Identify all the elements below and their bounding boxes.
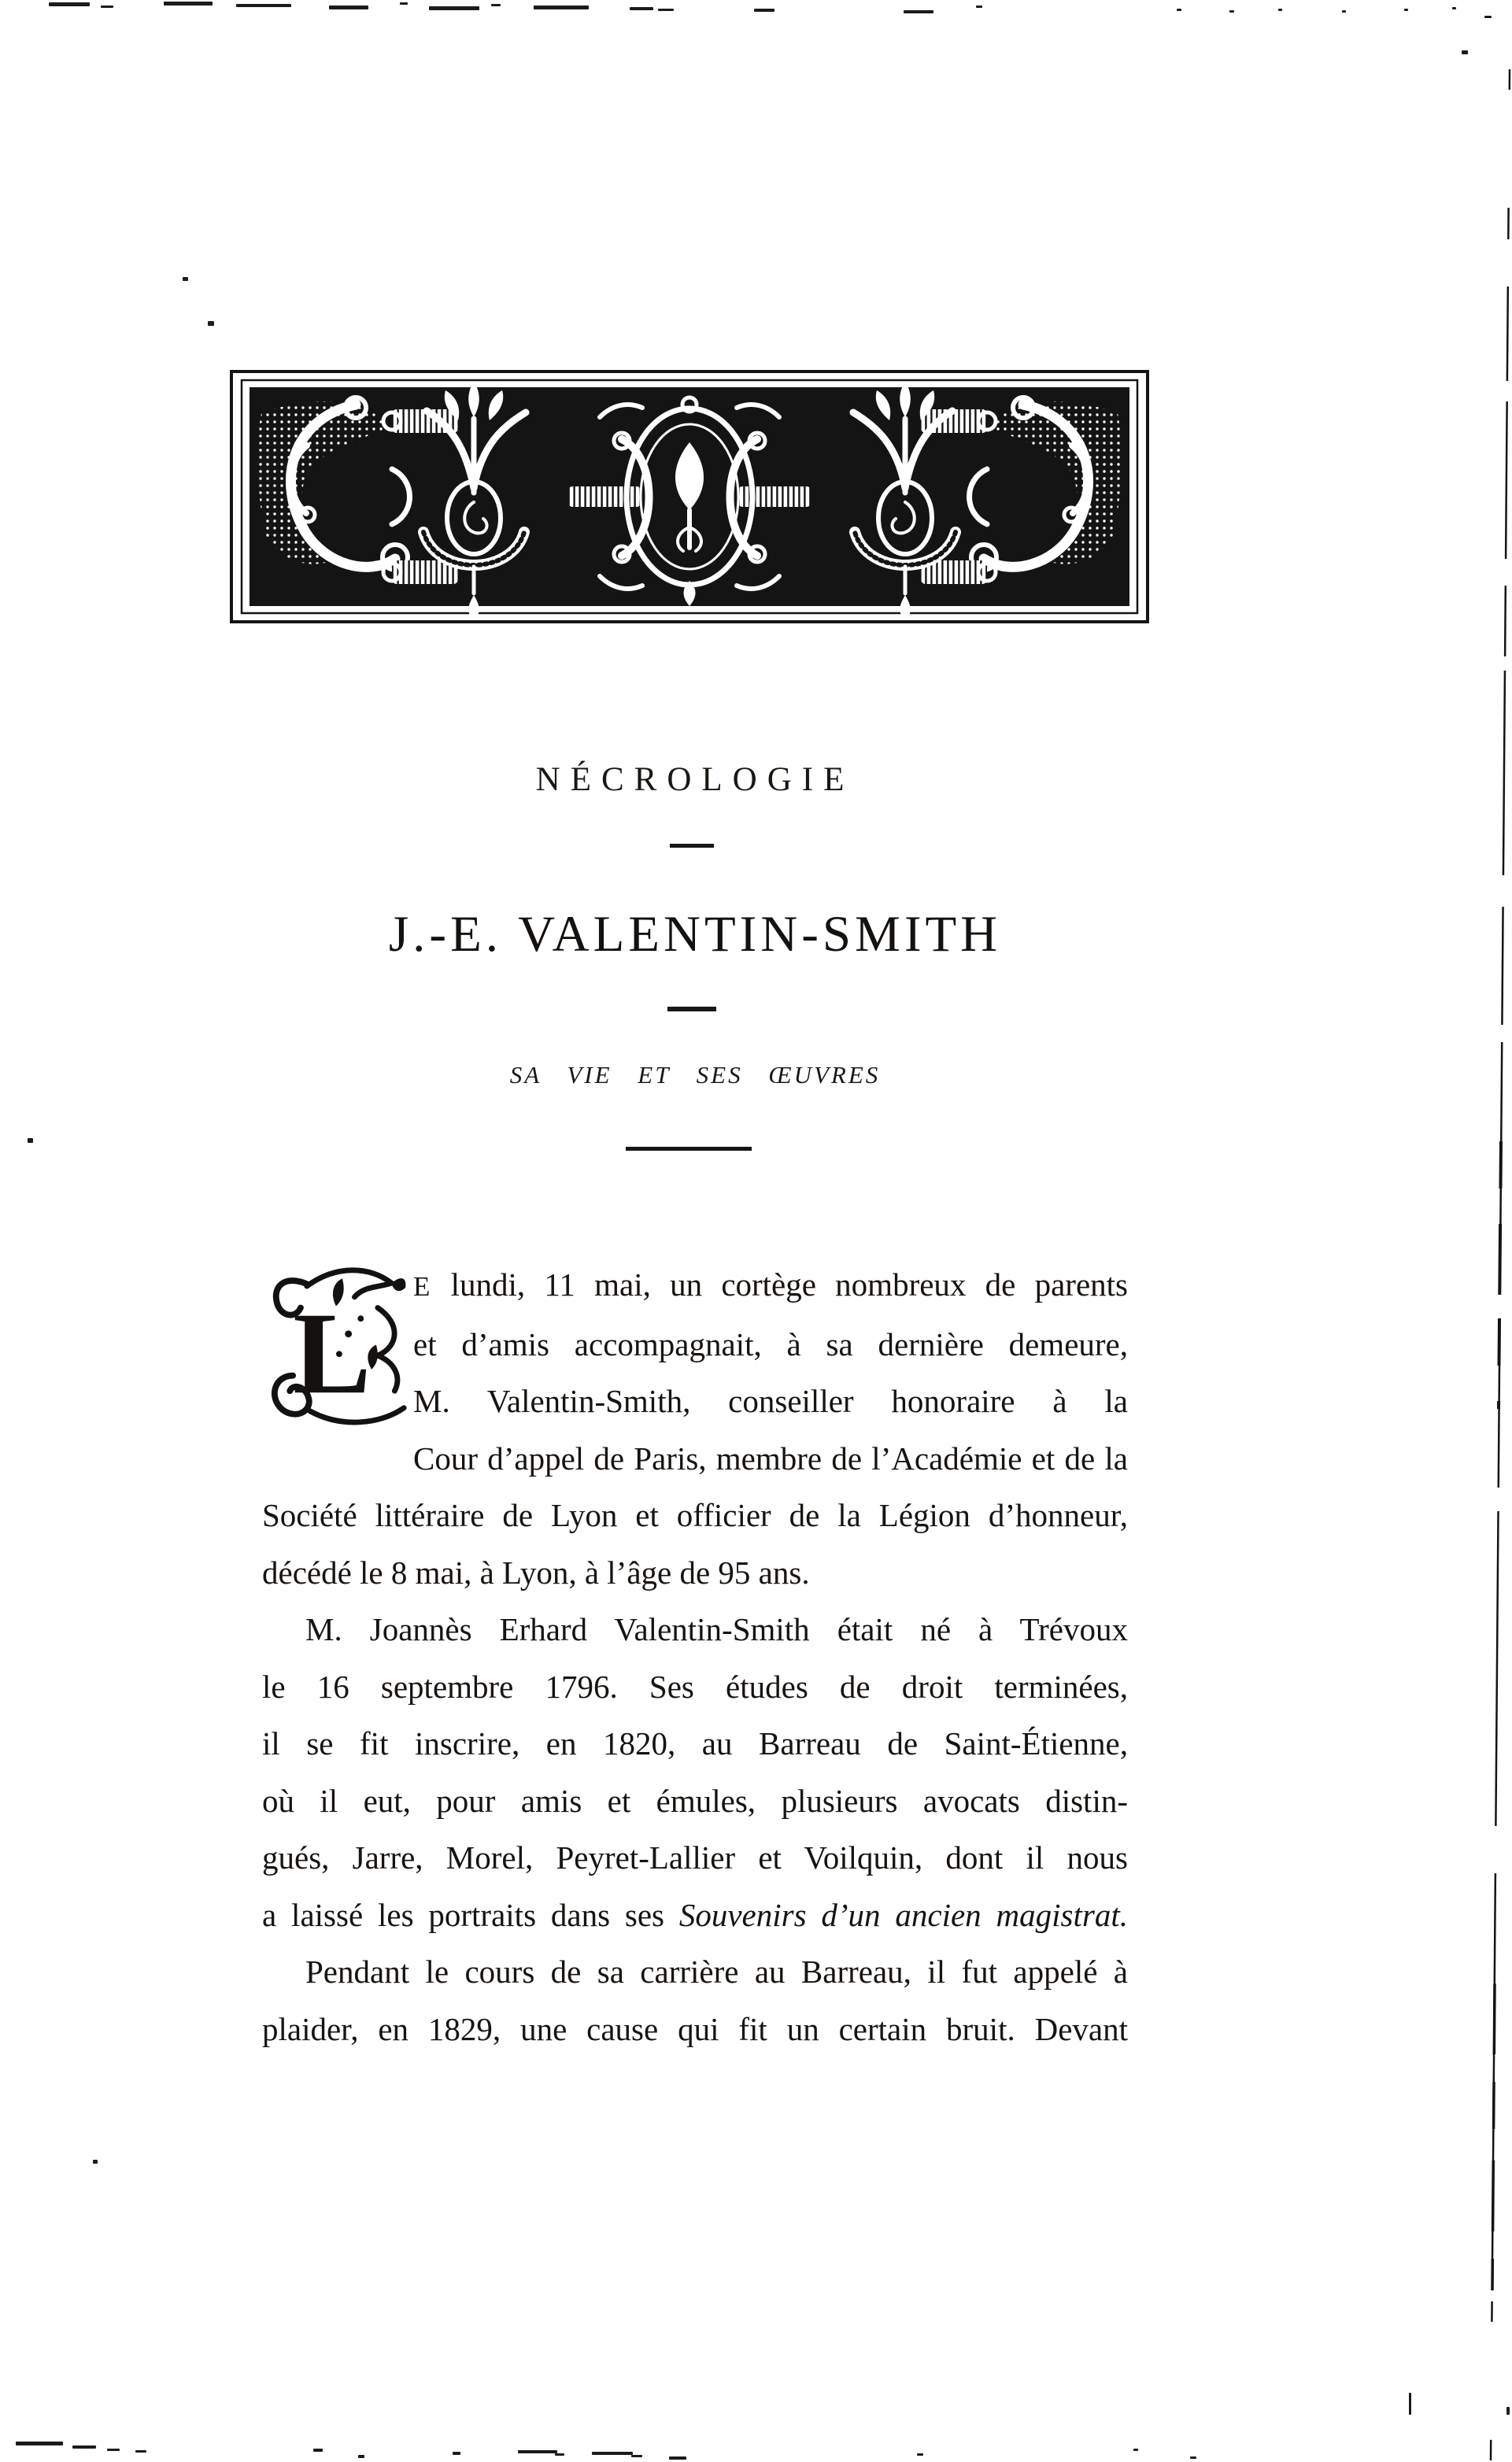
scan-artifact [107, 2449, 120, 2451]
scan-artifact [631, 2455, 642, 2457]
scan-artifact [164, 2, 213, 6]
scan-artifact [630, 7, 653, 10]
text-line: il se fit inscrire, en 1820, au Barreau de Saint-Étienne, [262, 1725, 1128, 1761]
scan-artifact [1177, 9, 1181, 11]
text-line: Pendant le cours de sa carrière au Barreau, il fut appelé à [305, 1954, 1128, 1990]
scan-artifact [917, 2453, 923, 2456]
scan-artifact [1484, 16, 1492, 18]
ornate-drop-cap-L [262, 1259, 408, 1430]
scan-artifact [592, 2452, 633, 2455]
scan-artifact [72, 2445, 96, 2449]
scan-artifact [313, 2449, 323, 2452]
scan-artifact [491, 4, 501, 6]
scan-artifact [976, 6, 982, 8]
scan-artifact [534, 6, 589, 9]
section-heading: NÉCROLOGIE [535, 761, 855, 798]
scan-artifact [453, 2452, 460, 2455]
text-line: M. Joannès Erhard Valentin-Smith était né à Trévoux [305, 1611, 1128, 1647]
scan-artifact [1342, 10, 1346, 13]
scan-artifact [16, 2442, 63, 2445]
subtitle: SA VIE ET SES ŒUVRES [509, 1061, 881, 1089]
text-line: et d’amis accompagnait, à sa dernière demeure, [413, 1325, 1128, 1362]
scan-artifact [1452, 7, 1456, 9]
text-line: Société littéraire de Lyon et officier de la Légion d’honneur, [262, 1497, 1128, 1533]
text-line: plaider, en 1829, une cause qui fit un certain bruit. Devant [262, 2010, 1128, 2047]
scan-artifact [236, 4, 291, 7]
scan-artifact [1278, 9, 1282, 11]
scan-artifact [754, 9, 774, 12]
scan-artifact [904, 10, 933, 13]
scan-artifact [429, 6, 479, 10]
drop-cap-letter: L [293, 1288, 372, 1419]
scan-artifact [518, 2450, 557, 2453]
scan-artifact [400, 2, 408, 5]
scan-artifact [329, 6, 368, 9]
scan-artifact [669, 2456, 686, 2460]
page-title: J.-E. VALENTIN-SMITH [388, 906, 1002, 963]
decorative-dash [667, 1007, 716, 1011]
scan-artifact [1409, 2393, 1411, 2415]
text-line: où il eut, pour amis et émules, plusieurs avocats distin- [262, 1782, 1128, 1819]
scan-artifact [93, 2160, 98, 2164]
scan-artifact [658, 9, 674, 11]
scan-artifact [555, 2453, 564, 2456]
scan-artifact [1190, 2456, 1196, 2459]
scan-artifact [1462, 50, 1468, 54]
ornamental-headpiece-engraving [230, 370, 1149, 623]
scan-artifact [1133, 2449, 1138, 2451]
scan-artifact [1404, 9, 1408, 11]
text-line: E lundi, 11 mai, un cortège nombreux de parents [413, 1266, 1128, 1303]
decorative-dash [670, 844, 714, 848]
scan-artifact [135, 2450, 146, 2453]
scan-artifact [49, 2, 90, 6]
text-line: a laissé les portraits dans ses Souvenirs d’un ancien magistrat. [262, 1896, 1128, 1933]
text-line: le 16 septembre 1796. Ses études de droit terminées, [262, 1668, 1128, 1705]
scan-artifact [101, 6, 113, 8]
scan-artifact [1506, 2407, 1510, 2415]
text-line: Cour d’appel de Paris, membre de l’Académie et de la [413, 1440, 1128, 1477]
scan-artifact [358, 2455, 364, 2458]
scan-artifact [208, 321, 214, 326]
scan-artifact [28, 1138, 33, 1143]
text-line: décédé le 8 mai, à Lyon, à l’âge de 95 ans. [262, 1554, 810, 1591]
scan-artifact [1229, 10, 1234, 13]
body-text [262, 1256, 1128, 2057]
text-line: gués, Jarre, Morel, Peyret-Lallier et Voilquin, dont il nous [262, 1839, 1128, 1876]
scan-artifact [183, 277, 188, 281]
horizontal-rule [626, 1147, 752, 1151]
text-line: M. Valentin-Smith, conseiller honoraire à la [413, 1383, 1128, 1419]
